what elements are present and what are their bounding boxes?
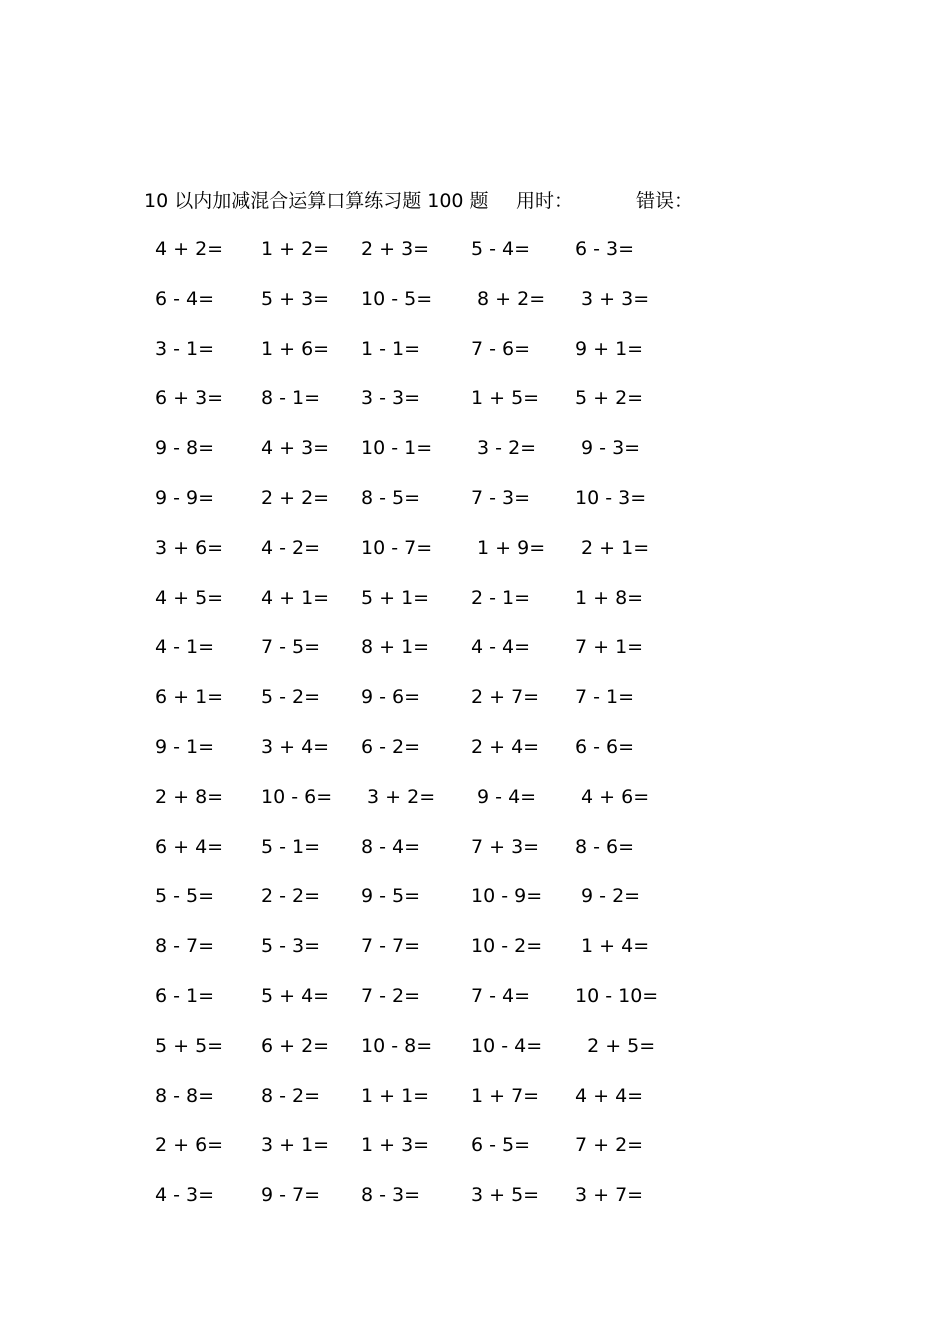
arithmetic-problem: 10 - 9= [471, 885, 543, 908]
arithmetic-problem: 3 + 2= [361, 785, 436, 808]
problem-row [0, 284, 950, 334]
arithmetic-problem: 8 - 8= [155, 1084, 215, 1107]
problem-row [0, 682, 950, 732]
arithmetic-problem: 3 - 1= [155, 337, 215, 360]
arithmetic-problem: 5 + 3= [261, 287, 330, 310]
arithmetic-problem: 6 - 5= [471, 1134, 531, 1157]
arithmetic-problem: 8 - 2= [261, 1084, 321, 1107]
arithmetic-problem: 7 + 3= [471, 835, 540, 858]
arithmetic-problem: 1 + 8= [575, 586, 644, 609]
arithmetic-problem: 6 + 2= [261, 1034, 330, 1057]
arithmetic-problem: 1 + 6= [261, 337, 330, 360]
arithmetic-problem: 6 + 3= [155, 387, 224, 410]
arithmetic-problem: 2 + 7= [471, 686, 540, 709]
arithmetic-problem: 5 + 4= [261, 984, 330, 1007]
arithmetic-problem: 5 - 5= [155, 885, 215, 908]
problem-row [0, 732, 950, 782]
arithmetic-problem: 7 + 2= [575, 1134, 644, 1157]
arithmetic-problem: 4 + 6= [575, 785, 650, 808]
arithmetic-problem: 2 + 3= [361, 238, 430, 260]
arithmetic-problem: 1 + 7= [471, 1084, 540, 1107]
worksheet-title: 10 以内加减混合运算口算练习题 100 题 [144, 190, 489, 212]
arithmetic-problem: 9 - 3= [575, 437, 641, 460]
problem-row [0, 832, 950, 882]
arithmetic-problem: 9 - 6= [361, 686, 421, 709]
arithmetic-problem: 6 + 1= [155, 686, 224, 709]
arithmetic-problem: 5 + 2= [575, 387, 644, 410]
time-spent-label: 用时： [516, 190, 574, 212]
arithmetic-problem: 2 + 5= [575, 1034, 656, 1057]
arithmetic-problem: 1 + 1= [361, 1084, 430, 1107]
worksheet-header [144, 186, 844, 216]
arithmetic-problem: 1 + 9= [471, 536, 546, 559]
arithmetic-problem: 9 - 2= [575, 885, 641, 908]
arithmetic-problem: 5 + 5= [155, 1034, 224, 1057]
arithmetic-problem: 4 - 3= [155, 1184, 215, 1207]
arithmetic-problem: 2 - 1= [471, 586, 531, 609]
arithmetic-problem: 9 - 1= [155, 735, 215, 758]
arithmetic-problem: 2 + 1= [575, 536, 650, 559]
arithmetic-problem: 7 - 4= [471, 984, 531, 1007]
arithmetic-problem: 1 + 3= [361, 1134, 430, 1157]
arithmetic-problem: 3 + 5= [471, 1184, 540, 1207]
problem-row [0, 1180, 950, 1230]
arithmetic-problem: 10 - 8= [361, 1034, 433, 1057]
arithmetic-problem: 1 + 4= [575, 935, 650, 958]
problem-row [0, 334, 950, 384]
arithmetic-problem: 6 - 1= [155, 984, 215, 1007]
arithmetic-problem: 5 - 3= [261, 935, 321, 958]
arithmetic-problem: 8 - 6= [575, 835, 635, 858]
arithmetic-problem: 3 + 7= [575, 1184, 644, 1207]
arithmetic-problem: 7 - 7= [361, 935, 421, 958]
arithmetic-problem: 3 + 6= [155, 536, 224, 559]
arithmetic-problem: 10 - 6= [261, 785, 333, 808]
problem-row [0, 1081, 950, 1131]
problem-row [0, 981, 950, 1031]
error-count-label: 错误： [636, 190, 694, 212]
arithmetic-problem: 3 + 3= [575, 287, 650, 310]
arithmetic-problem: 9 - 9= [155, 486, 215, 509]
arithmetic-problem: 9 - 8= [155, 437, 215, 460]
problem-row [0, 1130, 950, 1180]
arithmetic-problem: 6 - 2= [361, 735, 421, 758]
problem-row [0, 782, 950, 832]
arithmetic-problem: 7 - 3= [471, 486, 531, 509]
arithmetic-problem: 7 - 6= [471, 337, 531, 360]
arithmetic-problem: 6 + 4= [155, 835, 224, 858]
arithmetic-problem: 8 + 2= [471, 287, 546, 310]
arithmetic-problem: 7 - 5= [261, 636, 321, 659]
arithmetic-problem: 3 + 4= [261, 735, 330, 758]
arithmetic-problem: 5 - 1= [261, 835, 321, 858]
arithmetic-problem: 4 - 4= [471, 636, 531, 659]
problem-row [0, 483, 950, 533]
arithmetic-problem: 7 - 1= [575, 686, 635, 709]
problem-row [0, 632, 950, 682]
arithmetic-problem: 4 - 2= [261, 536, 321, 559]
arithmetic-problem: 7 + 1= [575, 636, 644, 659]
arithmetic-problem: 10 - 3= [575, 486, 647, 509]
arithmetic-problem: 5 + 1= [361, 586, 430, 609]
problem-row [0, 931, 950, 981]
problem-row [0, 583, 950, 633]
arithmetic-problem: 8 - 5= [361, 486, 421, 509]
arithmetic-problem: 5 - 4= [471, 238, 531, 260]
arithmetic-problem: 2 + 2= [261, 486, 330, 509]
arithmetic-problem: 6 - 6= [575, 735, 635, 758]
arithmetic-problem: 10 - 2= [471, 935, 543, 958]
arithmetic-problem: 3 + 1= [261, 1134, 330, 1157]
arithmetic-problem: 3 - 3= [361, 387, 421, 410]
arithmetic-problem: 9 - 5= [361, 885, 421, 908]
arithmetic-problem: 8 - 4= [361, 835, 421, 858]
arithmetic-problem: 10 - 4= [471, 1034, 543, 1057]
arithmetic-problem: 10 - 7= [361, 536, 433, 559]
arithmetic-problem: 2 - 2= [261, 885, 321, 908]
arithmetic-problem: 10 - 5= [361, 287, 433, 310]
arithmetic-problem: 1 + 2= [261, 238, 330, 260]
arithmetic-problem: 1 + 5= [471, 387, 540, 410]
arithmetic-problem: 5 - 2= [261, 686, 321, 709]
arithmetic-problem: 6 - 3= [575, 238, 635, 260]
arithmetic-problem: 4 + 2= [155, 238, 224, 260]
problem-row [0, 533, 950, 583]
arithmetic-problem: 8 - 3= [361, 1184, 421, 1207]
problem-row [0, 1031, 950, 1081]
problem-row [0, 433, 950, 483]
arithmetic-problem: 8 + 1= [361, 636, 430, 659]
arithmetic-problem: 8 - 1= [261, 387, 321, 410]
arithmetic-problem: 9 - 4= [471, 785, 537, 808]
problem-grid [0, 234, 950, 1230]
problem-row [0, 234, 950, 284]
problem-row [0, 881, 950, 931]
problem-row [0, 383, 950, 433]
arithmetic-problem: 4 + 5= [155, 586, 224, 609]
arithmetic-problem: 10 - 10= [575, 984, 659, 1007]
arithmetic-problem: 4 - 1= [155, 636, 215, 659]
arithmetic-problem: 10 - 1= [361, 437, 433, 460]
arithmetic-problem: 2 + 6= [155, 1134, 224, 1157]
arithmetic-problem: 2 + 8= [155, 785, 224, 808]
arithmetic-problem: 2 + 4= [471, 735, 540, 758]
arithmetic-problem: 4 + 3= [261, 437, 330, 460]
arithmetic-problem: 4 + 4= [575, 1084, 644, 1107]
arithmetic-problem: 8 - 7= [155, 935, 215, 958]
arithmetic-problem: 3 - 2= [471, 437, 537, 460]
arithmetic-problem: 7 - 2= [361, 984, 421, 1007]
arithmetic-problem: 9 - 7= [261, 1184, 321, 1207]
arithmetic-problem: 6 - 4= [155, 287, 215, 310]
arithmetic-problem: 9 + 1= [575, 337, 644, 360]
arithmetic-problem: 4 + 1= [261, 586, 330, 609]
arithmetic-problem: 1 - 1= [361, 337, 421, 360]
